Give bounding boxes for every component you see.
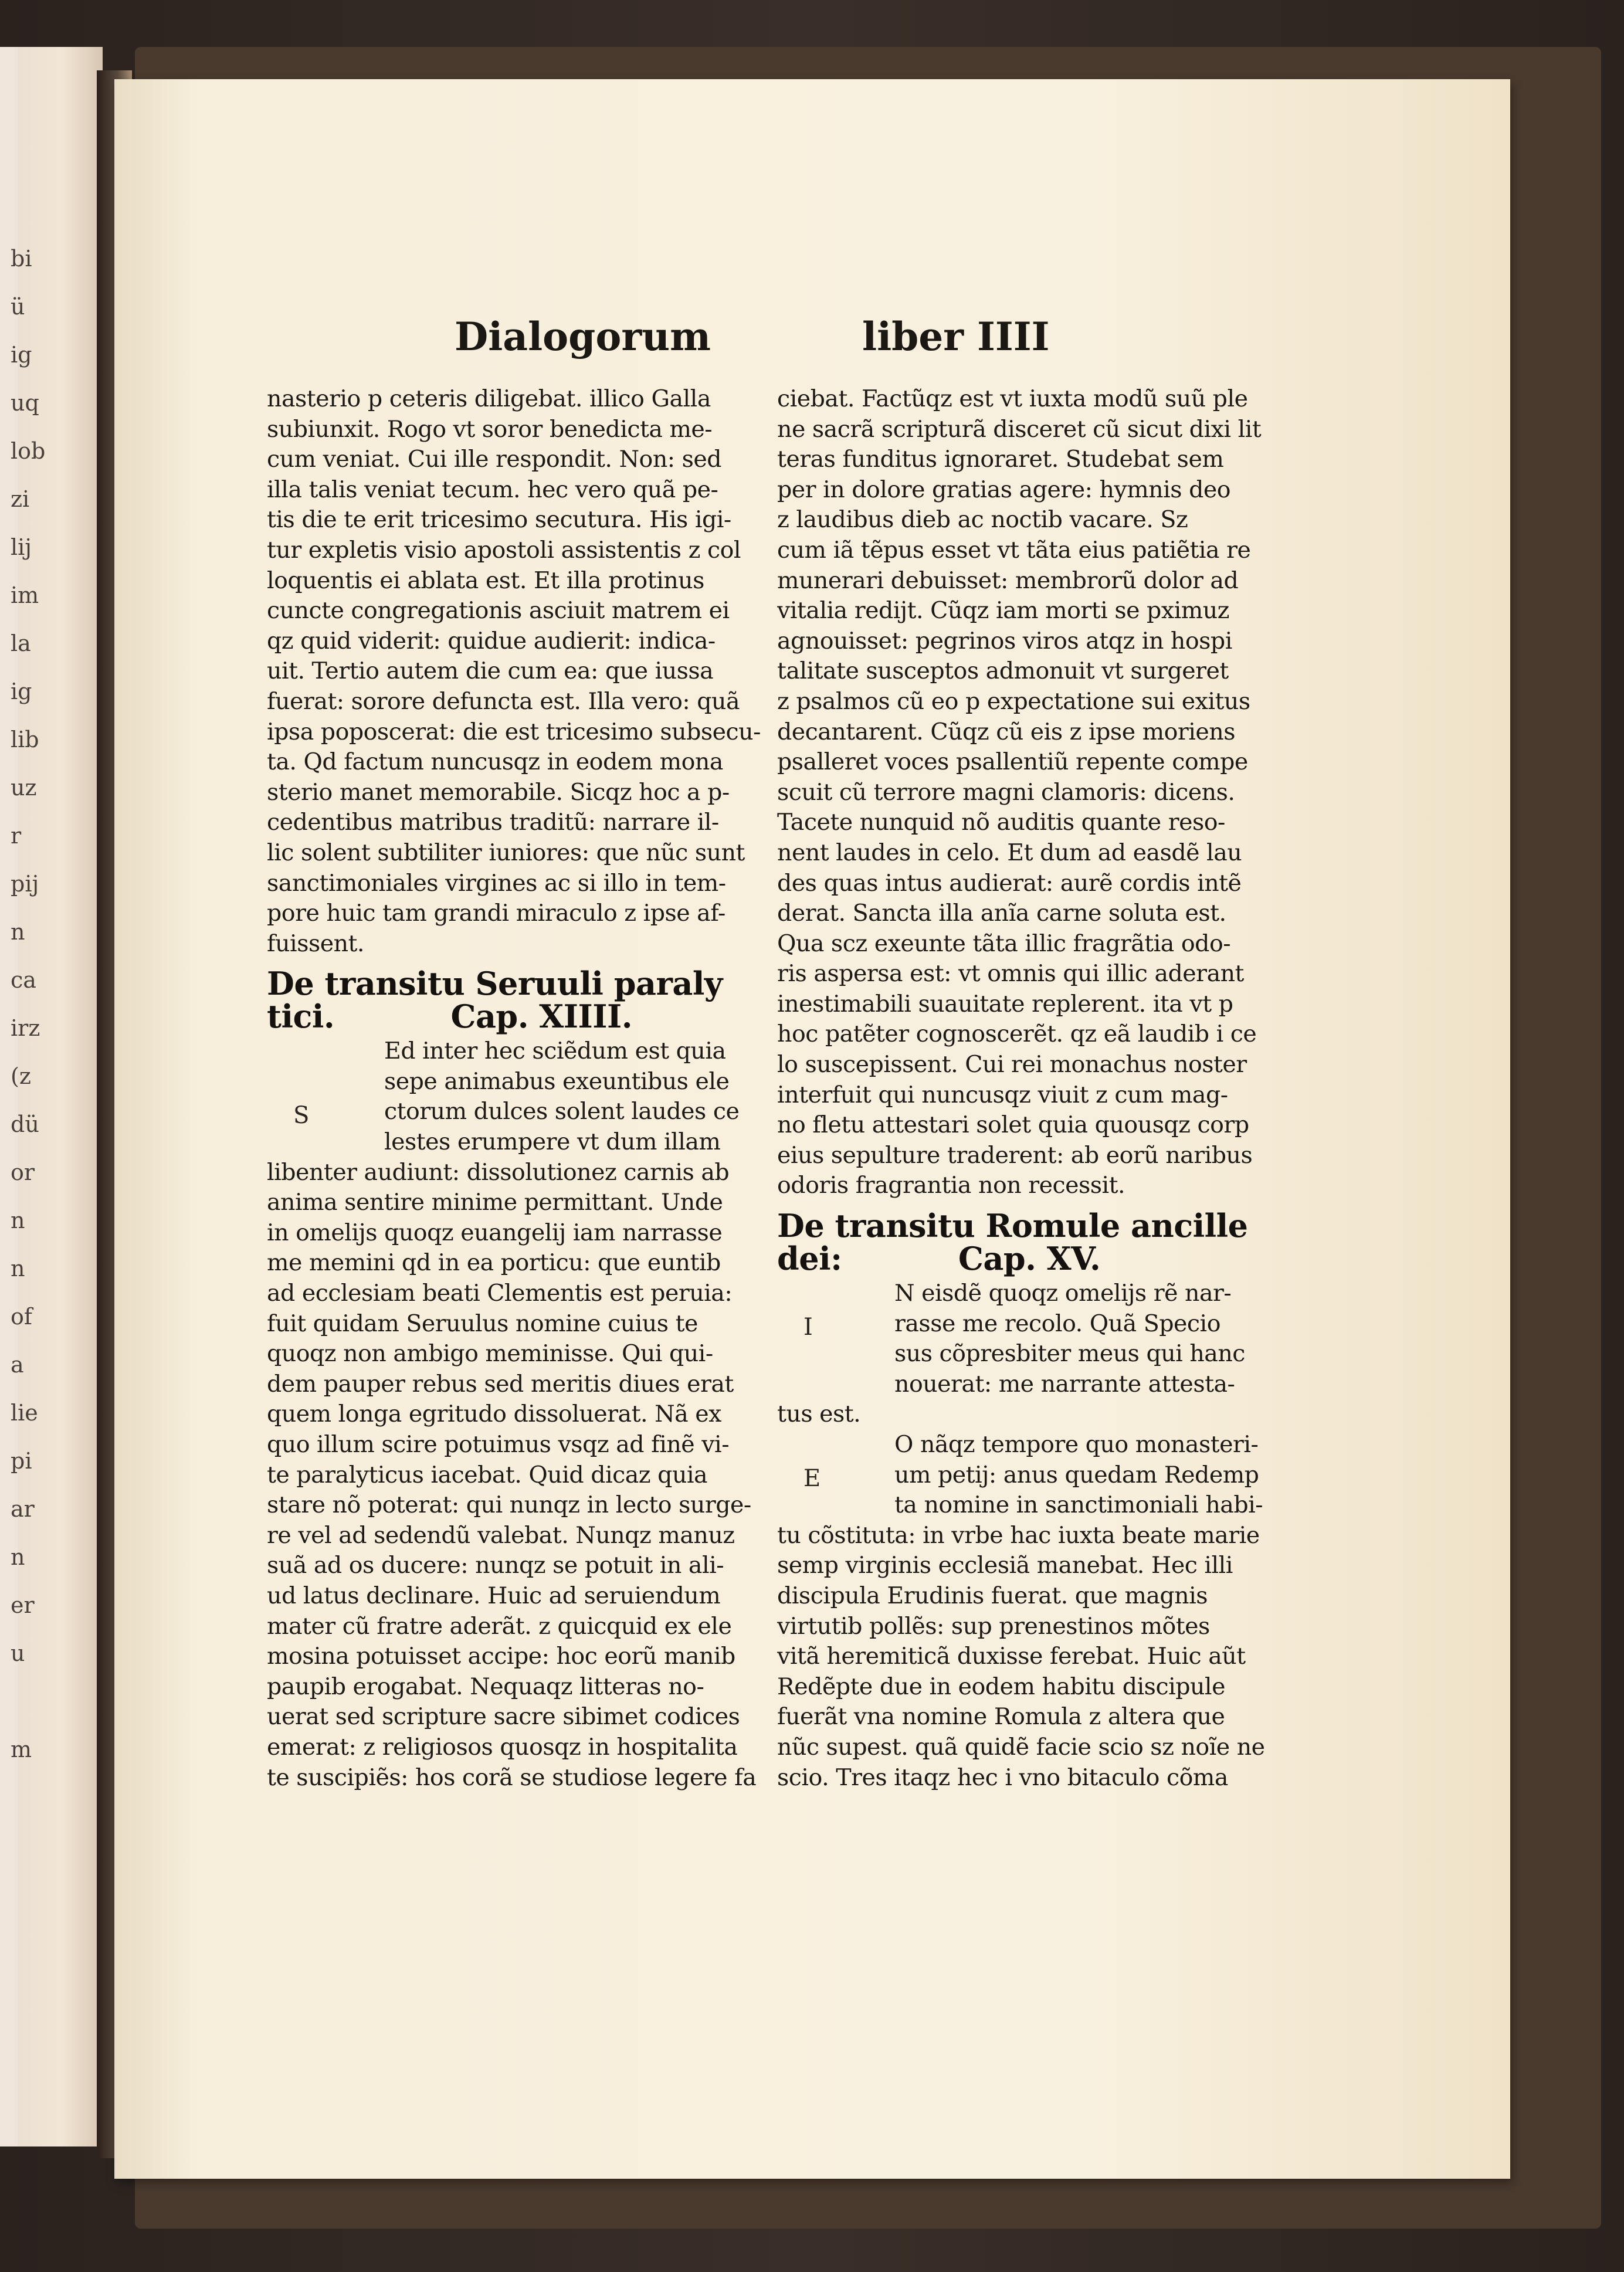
text-line: dem pauper rebus sed meritis diues erat [267,1370,734,1398]
previous-page-fragment-text: bi ü ig uq lob zi lij im la ig lib uz r pij n ca irz (z dü or n n of a lie pi ar n er u m [11,246,46,1762]
text-line: cedentibus matribus traditũ: narrare il- [267,809,719,836]
text-line: decantarent. Cũqz cũ eis z ipse moriens [777,718,1235,745]
guide-letter: S [293,1102,309,1130]
text-line: qz quid viderit: quidue audierit: indica- [267,627,716,655]
chapter-title-line: De transitu Romule ancille [777,1207,1248,1245]
text-line: ipsa poposcerat: die est tricesimo subsecu- [267,718,761,745]
chapter-number: Cap. XV. [958,1240,1101,1278]
text-line: fuerãt vna nomine Romula z altera que [777,1703,1225,1731]
text-line: z psalmos cũ eo p expectatione sui exitus [777,687,1250,715]
text-line: uerat sed scripture sacre sibimet codices [267,1703,740,1731]
running-head-right: liber IIII [862,314,1050,360]
text-line: illa talis veniat tecum. hec vero quã pe- [267,476,718,503]
text-line: no fletu attestari solet quia quousqz corp [777,1111,1249,1139]
text-line: des quas intus audierat: aurẽ cordis intẽ [777,869,1242,897]
text-line: fuissent. [267,930,364,957]
left-text-column [267,384,765,1793]
text-line: vitalia redijt. Cũqz iam morti se pximuz [777,597,1229,625]
text-line: interfuit qui nuncusqz viuit z cum mag- [777,1081,1228,1108]
text-line: tus est. [777,1400,861,1428]
chapter-title-line-2 [777,1240,1276,1278]
right-column-paragraph-2 [777,1521,1276,1793]
text-line: re vel ad sedendũ valebat. Nunqz manuz [267,1521,735,1549]
text-line: fuerat: sorore defuncta est. Illa vero: quã [267,687,740,715]
text-line: eius sepulture traderent: ab eorũ naribus [777,1141,1253,1169]
text-line: in omelijs quoqz euangelij iam narrasse [267,1219,723,1246]
text-line: scuit cũ terrore magni clamoris: dicens. [777,778,1235,806]
left-column-paragraph [267,384,765,959]
text-line: sus cõpresbiter meus qui hanc [894,1340,1245,1368]
text-line: semp virginis ecclesiã manebat. Hec illi [777,1552,1233,1579]
text-line: tis die te erit tricesimo secutura. His igi- [267,506,731,534]
chapter-title-continuation: dei: [777,1240,842,1278]
text-line: uit. Tertio autem die cum ea: que iussa [267,657,714,685]
indented-lines [777,1279,1276,1399]
chapter-title-continuation: tici. [267,998,335,1036]
text-line: Tacete nunquid nõ auditis quante reso- [777,809,1225,836]
text-line: pore huic tam grandi miraculo z ipse af- [267,900,725,927]
indented-lines [267,1036,765,1157]
text-line: paupib erogabat. Nequaqz litteras no- [267,1673,704,1700]
text-line: ciebat. Factũqz est vt iuxta modũ suũ ple [777,385,1248,412]
previous-page-edge [0,47,103,2146]
text-line: virtutib pollẽs: sup prenestinos mõtes [777,1612,1210,1640]
text-line: te paralyticus iacebat. Quid dicaz quia [267,1461,708,1488]
text-line: me memini qd in ea porticu: que euntib [267,1249,721,1277]
text-line: Redẽpte due in eodem habitu discipule [777,1673,1225,1700]
text-line: anima sentire minime permittant. Unde [267,1189,723,1216]
text-line: z laudibus dieb ac noctib vacare. Sz [777,506,1188,534]
chapter-number: Cap. XIIII. [450,998,633,1036]
text-line: Qua scz exeunte tãta illic fragrãtia odo- [777,930,1231,957]
text-line: nouerat: me narrante attesta- [894,1370,1235,1398]
right-column-paragraph [777,384,1276,1201]
text-line: loquentis ei ablata est. Et illa protinus [267,567,704,594]
text-line: stare nõ poterat: qui nunqz in lecto surge- [267,1491,751,1519]
text-line: psalleret voces psallentiũ repente compe [777,748,1248,776]
text-line: quo illum scire potuimus vsqz ad finẽ vi- [267,1431,730,1458]
text-line: ne sacrã scripturã disceret cũ sicut dixi lit [777,415,1262,443]
initial-block [267,1036,765,1157]
text-line: teras funditus ignoraret. Studebat sem [777,446,1224,473]
running-head-left: Dialogorum [455,314,711,360]
text-line: quoqz non ambigo meminisse. Qui qui- [267,1340,713,1368]
text-line: suã ad os ducere: nunqz se potuit in ali- [267,1552,724,1579]
initial-block-1 [777,1279,1276,1399]
text-line: tu cõstituta: in vrbe hac iuxta beate marie [777,1521,1260,1549]
chapter-title-line-2 [267,998,765,1036]
text-line: te suscipiẽs: hos corã se studiose legere fa [267,1764,757,1791]
text-line: cuncte congregationis asciuit matrem ei [267,597,730,625]
text-line: O nãqz tempore quo monasteri- [894,1431,1259,1458]
left-column-paragraph-2 [267,1158,765,1793]
guide-letter: I [803,1314,813,1341]
text-line: talitate susceptos admonuit vt surgeret [777,657,1229,685]
text-line: munerari debuisset: membrorũ dolor ad [777,567,1239,594]
text-line: subiunxit. Rogo vt soror benedicta me- [267,415,713,443]
text-line: um petij: anus quedam Redemp [894,1461,1259,1488]
text-line: vitã heremiticã duxisse ferebat. Huic aũt [777,1643,1246,1670]
chapter-heading-xv [777,1207,1276,1278]
chapter-title-line: De transitu Seruuli paraly [267,965,723,1003]
text-line: sterio manet memorabile. Sicqz hoc a p- [267,778,730,806]
text-line: quem longa egritudo dissoluerat. Nã ex [267,1400,721,1428]
text-line: discipula Erudinis fuerat. que magnis [777,1582,1208,1609]
text-line: tur expletis visio apostoli assistentis z col [267,536,741,564]
chapter-heading-xiiii [267,965,765,1036]
text-line: mater cũ fratre aderãt. z quicquid ex ele [267,1612,732,1640]
book-page [114,79,1510,2179]
text-line: ctorum dulces solent laudes ce [384,1098,740,1125]
text-line: emerat: z religiosos quosqz in hospitalita [267,1733,738,1761]
text-line: hoc patẽter cognoscerẽt. qz eã laudib i ce [777,1020,1257,1048]
text-line: derat. Sancta illa anĩa carne soluta est. [777,900,1226,927]
text-line: ad ecclesiam beati Clementis est peruia: [267,1280,733,1307]
initial-block-2 [777,1430,1276,1521]
text-line: lic solent subtiliter iuniores: que nũc sunt [267,839,745,866]
text-line: cum iã tẽpus esset vt tãta eius patiẽtia re [777,536,1251,564]
text-line: nasterio p ceteris diligebat. illico Galla [267,385,711,412]
text-line: odoris fragrantia non recessit. [777,1172,1125,1199]
running-head [114,314,1510,367]
text-line: lestes erumpere vt dum illam [384,1128,721,1156]
text-line: sanctimoniales virgines ac si illo in tem- [267,869,726,897]
text-line: libenter audiunt: dissolutionez carnis ab [267,1158,730,1186]
text-line: N eisdẽ quoqz omelijs rẽ nar- [894,1280,1232,1307]
guide-letter: E [803,1465,821,1492]
text-line: ta nomine in sanctimoniali habi- [894,1491,1263,1519]
text-line: scio. Tres itaqz hec i vno bitaculo cõma [777,1764,1228,1791]
text-line: inestimabili suauitate replerent. ita vt p [777,990,1233,1018]
text-line: Ed inter hec sciẽdum est quia [384,1037,726,1065]
text-line: cum veniat. Cui ille respondit. Non: sed [267,446,722,473]
text-line: ris aspersa est: vt omnis qui illic aderant [777,960,1244,988]
text-line: mosina potuisset accipe: hoc eorũ manib [267,1643,735,1670]
text-line: sepe animabus exeuntibus ele [384,1067,730,1095]
text-line: rasse me recolo. Quã Specio [894,1310,1220,1337]
text-line: nent laudes in celo. Et dum ad easdẽ lau [777,839,1242,866]
text-line: per in dolore gratias agere: hymnis deo [777,476,1231,503]
right-text-column [777,384,1276,1793]
text-line: agnouisset: pegrinos viros atqz in hospi [777,627,1232,655]
text-line: ta. Qd factum nuncusqz in eodem mona [267,748,723,776]
text-line: ud latus declinare. Huic ad seruiendum [267,1582,721,1609]
indented-lines [777,1430,1276,1521]
text-line: fuit quidam Seruulus nomine cuius te [267,1310,698,1337]
text-line: lo suscepissent. Cui rei monachus noster [777,1051,1247,1079]
text-line: nũc supest. quã quidẽ facie scio sz noĩe ne [777,1733,1265,1761]
